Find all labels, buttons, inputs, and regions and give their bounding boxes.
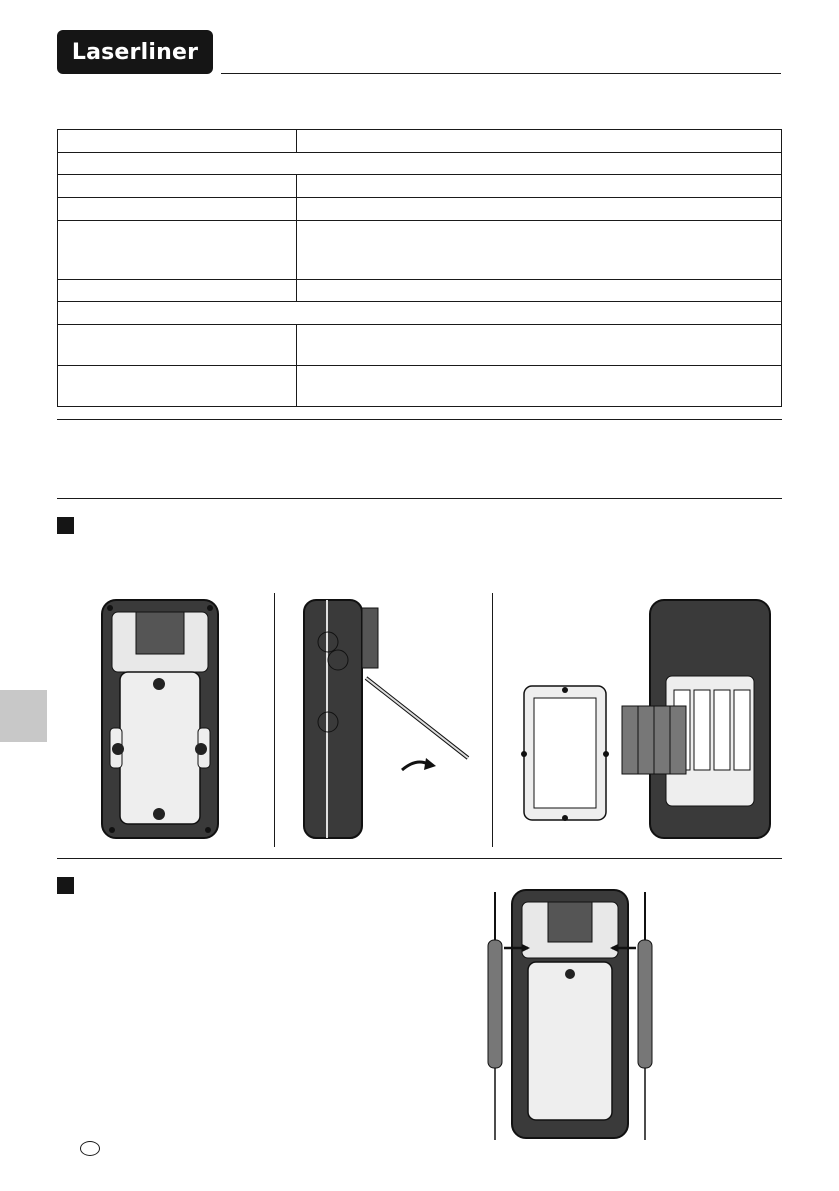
table-cell-label	[58, 130, 297, 153]
table-cell-label	[58, 280, 297, 302]
table-cell-value	[297, 366, 782, 407]
table-cell-value	[297, 221, 782, 280]
table-cell-label	[58, 175, 297, 198]
meter-side-stand-icon	[296, 598, 476, 840]
divider	[57, 419, 782, 420]
table-row	[58, 198, 782, 221]
table-cell-label	[58, 325, 297, 366]
meter-back-screws-icon	[100, 598, 220, 840]
table-cell-value	[297, 198, 782, 221]
chapter-tab	[0, 690, 47, 742]
section-marker-2	[57, 877, 74, 894]
table-cell-label	[58, 221, 297, 280]
brand-logo: Laserliner	[57, 30, 213, 74]
table-row	[58, 325, 782, 366]
battery-compartment-icon	[516, 598, 778, 840]
table-section-row	[58, 302, 782, 325]
table-cell-value	[297, 325, 782, 366]
table-cell-label	[58, 366, 297, 407]
table-row	[58, 153, 782, 175]
table-row	[58, 366, 782, 407]
section-marker-1	[57, 517, 74, 534]
figure-separator	[492, 593, 493, 847]
figure-separator	[274, 593, 275, 847]
table-section-row	[58, 153, 782, 175]
table-row	[58, 280, 782, 302]
table-cell-value	[297, 175, 782, 198]
divider	[57, 498, 782, 499]
table-row	[58, 175, 782, 198]
table-cell-value	[297, 280, 782, 302]
table-row	[58, 221, 782, 280]
probe-holder-icon	[480, 888, 660, 1142]
table-row	[58, 130, 782, 153]
language-badge	[80, 1141, 100, 1156]
spec-table	[57, 129, 782, 407]
table-cell-label	[58, 198, 297, 221]
table-row	[58, 302, 782, 325]
table-cell-value	[297, 130, 782, 153]
divider	[57, 858, 782, 859]
header-rule	[221, 73, 781, 74]
